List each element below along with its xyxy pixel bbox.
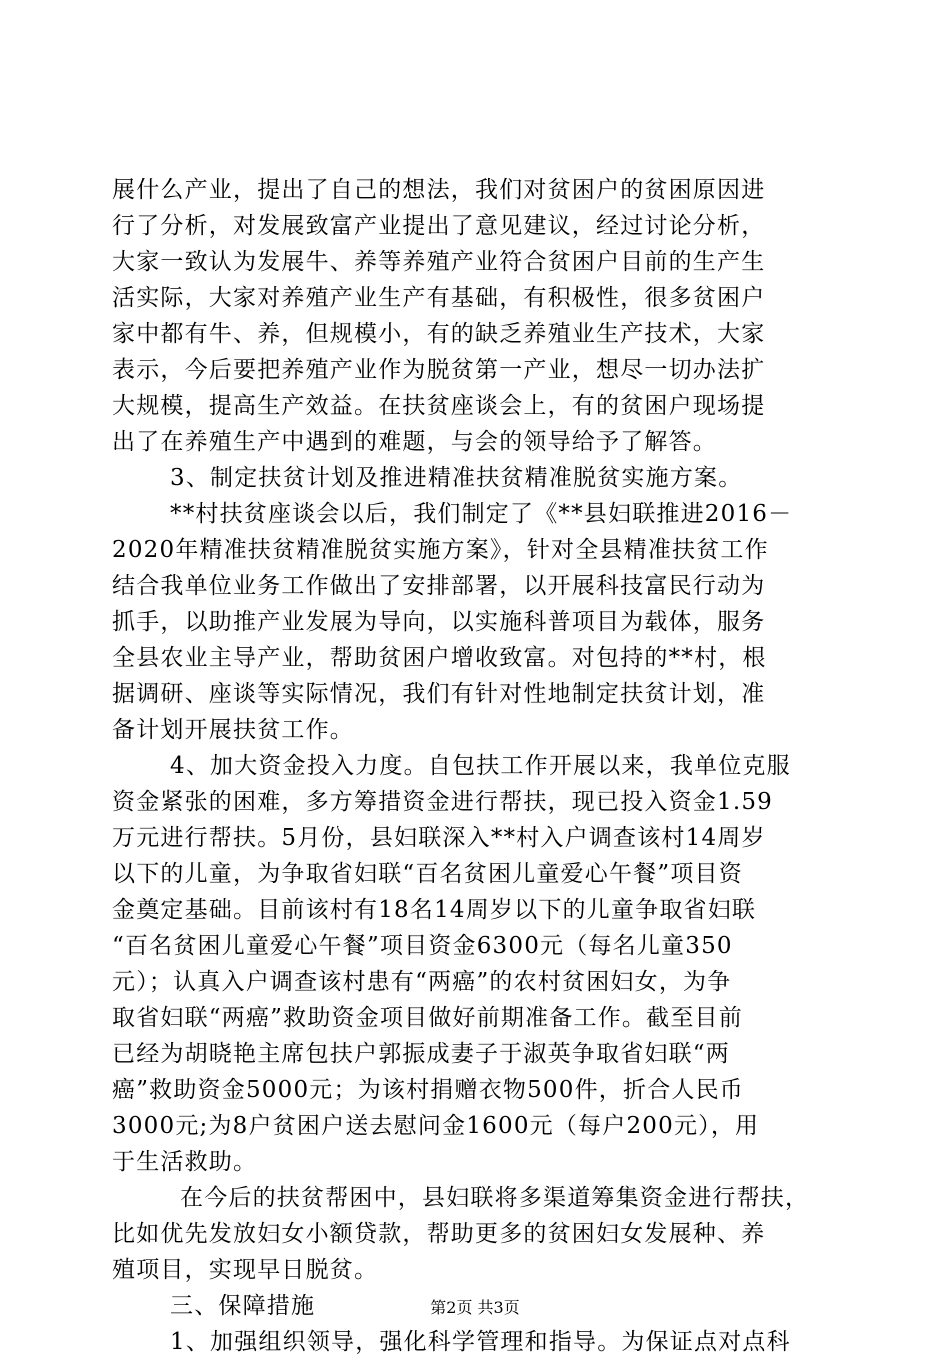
text-line: 出了在养殖生产中遇到的难题，与会的领导给予了解答。: [112, 429, 717, 455]
text-line: 以下的儿童，为争取省妇联“百名贫困儿童爱心午餐”项目资: [112, 861, 743, 887]
text-line: 行了分析，对发展致富产业提出了意见建议，经过讨论分析，: [112, 213, 766, 239]
text-line: 已经为胡晓艳主席包扶户郭振成妻子于淑英争取省妇联“两: [112, 1041, 730, 1067]
text-line: 比如优先发放妇女小额贷款，帮助更多的贫困妇女发展种、养: [112, 1221, 766, 1247]
text-line: 展什么产业，提出了自己的想法，我们对贫困户的贫困原因进: [112, 177, 766, 203]
section-heading: 3、制定扶贫计划及推进精准扶贫精准脱贫实施方案。: [170, 465, 743, 491]
text-line: 家中都有牛、养，但规模小，有的缺乏养殖业生产技术，大家: [112, 321, 766, 347]
text-line: 取省妇联“两癌”救助资金项目做好前期准备工作。截至目前: [112, 1005, 743, 1031]
text-line: 癌”救助资金5000元；为该村捐赠衣物500件，折合人民币: [112, 1077, 744, 1103]
text-line: 大家一致认为发展牛、养等养殖产业符合贫困户目前的生产生: [112, 249, 766, 275]
text-line: 表示，今后要把养殖产业作为脱贫第一产业，想尽一切办法扩: [112, 357, 766, 383]
section-heading: 4、加大资金投入力度。自包扶工作开展以来，我单位克服: [170, 753, 791, 779]
text-line: 2020年精准扶贫精准脱贫实施方案》，针对全县精准扶贫工作: [112, 537, 769, 563]
section-heading: 三、保障措施: [170, 1293, 316, 1319]
text-line: 活实际，大家对养殖产业生产有基础，有积极性，很多贫困户: [112, 285, 766, 311]
text-line: 全县农业主导产业，帮助贫困户增收致富。对包持的**村，根: [112, 645, 767, 671]
page-number: 第2页 共3页: [430, 1298, 520, 1317]
text-line: 备计划开展扶贫工作。: [112, 717, 354, 743]
text-line: “百名贫困儿童爱心午餐”项目资金6300元（每名儿童350: [112, 933, 733, 959]
text-line: 据调研、座谈等实际情况，我们有针对性地制定扶贫计划，准: [112, 681, 766, 707]
text-line: 于生活救助。: [112, 1149, 258, 1175]
text-line: 殖项目，实现早日脱贫。: [112, 1257, 379, 1283]
text-line: 3000元;为8户贫困户送去慰问金1600元（每户200元），用: [112, 1113, 760, 1139]
text-line: 1、加强组织领导，强化科学管理和指导。为保证点对点科: [170, 1329, 791, 1355]
document-body: [112, 172, 840, 1360]
text-line: **村扶贫座谈会以后，我们制定了《**县妇联推进2016－: [170, 501, 793, 527]
text-line: 资金紧张的困难，多方筹措资金进行帮扶，现已投入资金1.59: [112, 789, 774, 815]
text-line: 在今后的扶贫帮困中，县妇联将多渠道筹集资金进行帮扶，: [180, 1185, 810, 1211]
text-line: 结合我单位业务工作做出了安排部署，以开展科技富民行动为: [112, 573, 766, 599]
text-line: 金奠定基础。目前该村有18名14周岁以下的儿童争取省妇联: [112, 897, 757, 923]
text-line: 大规模，提高生产效益。在扶贫座谈会上，有的贫困户现场提: [112, 393, 766, 419]
text-line: 抓手，以助推产业发展为导向，以实施科普项目为载体，服务: [112, 609, 766, 635]
text-line: 万元进行帮扶。5月份，县妇联深入**村入户调查该村14周岁: [112, 825, 766, 851]
text-line: 元）；认真入户调查该村患有“两癌”的农村贫困妇女，为争: [112, 969, 732, 995]
